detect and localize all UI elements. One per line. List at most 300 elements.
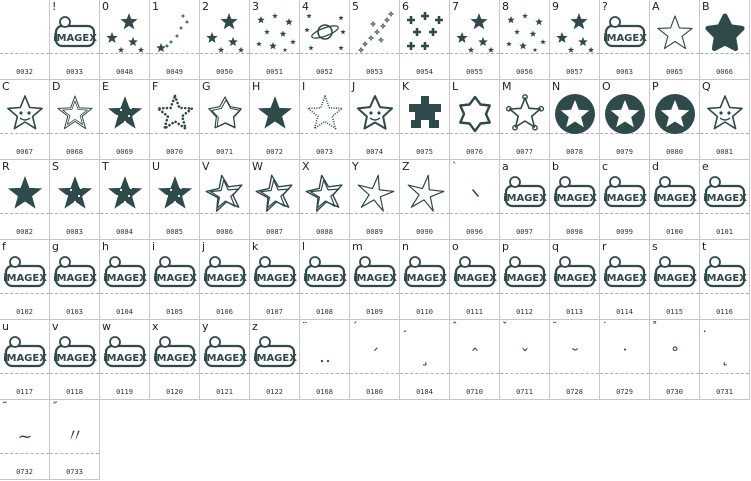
glyph-code-label: 0082 bbox=[16, 228, 33, 236]
glyph-char-label: A bbox=[652, 0, 660, 13]
svg-text:iMAGEX: iMAGEX bbox=[553, 273, 597, 284]
imagex-logo bbox=[103, 250, 147, 294]
svg-text:iMAGEX: iMAGEX bbox=[703, 193, 747, 204]
svg-text:˘: ˘ bbox=[570, 346, 580, 367]
glyph-char-label: W bbox=[252, 160, 263, 173]
glyph-char-label: P bbox=[652, 80, 659, 93]
star-scatter-icon bbox=[503, 10, 547, 54]
glyph-code-label: 0056 bbox=[516, 68, 533, 76]
glyph-code-label: 0067 bbox=[16, 148, 33, 156]
glyph-char-label: ˚ bbox=[652, 320, 658, 333]
glyph-code-label: 0110 bbox=[416, 308, 433, 316]
glyph-code-label: 0119 bbox=[116, 388, 133, 396]
svg-text:iMAGEX: iMAGEX bbox=[53, 273, 97, 284]
glyph-code-label: 0049 bbox=[166, 68, 183, 76]
glyph-char-label: 5 bbox=[352, 0, 359, 13]
glyph-code-label: 0051 bbox=[266, 68, 283, 76]
glyph-code-label: 0112 bbox=[516, 308, 533, 316]
glyph-cell bbox=[0, 80, 50, 160]
glyph-char-label: p bbox=[502, 240, 509, 253]
glyph-char-label: N bbox=[552, 80, 561, 93]
imagex-logo bbox=[53, 250, 97, 294]
glyph-cell bbox=[550, 240, 600, 320]
imagex-logo bbox=[53, 10, 97, 54]
glyph-code-label: 0033 bbox=[66, 68, 83, 76]
svg-text:iMAGEX: iMAGEX bbox=[603, 273, 647, 284]
star-dotted-icon bbox=[153, 90, 197, 134]
svg-text:iMAGEX: iMAGEX bbox=[53, 353, 97, 364]
imagex-logo bbox=[703, 250, 747, 294]
glyph-char-label: r bbox=[602, 240, 607, 253]
glyph-cell bbox=[400, 80, 450, 160]
glyph-char-label: J bbox=[352, 80, 356, 93]
glyph-char-label: ¸ bbox=[402, 320, 408, 333]
svg-text:iMAGEX: iMAGEX bbox=[503, 193, 547, 204]
glyph-code-label: 0101 bbox=[716, 228, 733, 236]
svg-text:˛: ˛ bbox=[720, 346, 730, 367]
glyph-code-label: 0730 bbox=[666, 388, 683, 396]
glyph-cell bbox=[50, 160, 100, 240]
glyph-code-label: 0054 bbox=[416, 68, 433, 76]
glyph-code-label: 0168 bbox=[316, 388, 333, 396]
glyph-char-label: K bbox=[402, 80, 410, 93]
glyph-char-label: 4 bbox=[302, 0, 309, 13]
glyph-char-label: I bbox=[302, 80, 306, 93]
svg-text:‥: ‥ bbox=[318, 346, 332, 367]
star-face-icon bbox=[3, 90, 47, 134]
imagex-logo bbox=[303, 250, 347, 294]
svg-text:iMAGEX: iMAGEX bbox=[103, 273, 147, 284]
glyph-char-label: ˜ bbox=[2, 400, 8, 413]
star-grunge-icon bbox=[53, 170, 97, 214]
glyph-char-label: 7 bbox=[452, 0, 459, 13]
glyph-cell bbox=[700, 80, 750, 160]
imagex-logo bbox=[153, 250, 197, 294]
glyph-cell bbox=[200, 160, 250, 240]
glyph-code-label: 0090 bbox=[416, 228, 433, 236]
glyph-char-label: a bbox=[502, 160, 509, 173]
glyph-code-label: 0081 bbox=[716, 148, 733, 156]
glyph-code-label: 0102 bbox=[16, 308, 33, 316]
glyph-code-label: 0103 bbox=[66, 308, 83, 316]
glyph-code-label: 0114 bbox=[616, 308, 633, 316]
plus-sparkles-icon bbox=[403, 10, 447, 54]
glyph-code-label: 0084 bbox=[116, 228, 133, 236]
imagex-logo bbox=[253, 250, 297, 294]
glyph-code-label: 0184 bbox=[416, 388, 433, 396]
star-double-outline-icon bbox=[53, 90, 97, 134]
svg-text:iMAGEX: iMAGEX bbox=[153, 273, 197, 284]
svg-text:iMAGEX: iMAGEX bbox=[153, 353, 197, 364]
glyph-cell bbox=[400, 0, 450, 80]
glyph-code-label: 0104 bbox=[116, 308, 133, 316]
imagex-logo bbox=[3, 250, 47, 294]
glyph-code-label: 0729 bbox=[616, 388, 633, 396]
glyph-char-label: Q bbox=[702, 80, 711, 93]
glyph-code-label: 0057 bbox=[566, 68, 583, 76]
glyph-cell bbox=[150, 0, 200, 80]
glyph-code-label: 0115 bbox=[666, 308, 683, 316]
glyph-code-label: 0083 bbox=[66, 228, 83, 236]
glyph-code-label: 0113 bbox=[566, 308, 583, 316]
glyph-char-label: d bbox=[652, 160, 659, 173]
tilde-mark bbox=[3, 410, 47, 454]
glyph-char-label: D bbox=[52, 80, 61, 93]
svg-text:ˊ: ˊ bbox=[370, 346, 380, 367]
svg-text:iMAGEX: iMAGEX bbox=[203, 273, 247, 284]
glyph-cell bbox=[250, 160, 300, 240]
glyph-code-label: 0122 bbox=[266, 388, 283, 396]
imagex-logo bbox=[403, 250, 447, 294]
glyph-char-label: c bbox=[602, 160, 609, 173]
glyph-char-label: l bbox=[302, 240, 306, 253]
glyph-cell bbox=[350, 160, 400, 240]
glyph-cell bbox=[350, 240, 400, 320]
glyph-code-label: 0728 bbox=[566, 388, 583, 396]
cedilla-mark bbox=[403, 330, 447, 374]
star-hand-outline-icon bbox=[253, 170, 297, 214]
glyph-char-label: M bbox=[502, 80, 512, 93]
glyph-cell bbox=[300, 320, 350, 400]
svg-text:iMAGEX: iMAGEX bbox=[103, 353, 147, 364]
glyph-cell bbox=[0, 0, 50, 80]
diaeresis-mark bbox=[303, 330, 347, 374]
glyph-char-label: g bbox=[52, 240, 59, 253]
glyph-code-label: 0121 bbox=[216, 388, 233, 396]
imagex-logo bbox=[603, 10, 647, 54]
glyph-cell bbox=[50, 80, 100, 160]
glyph-cell bbox=[150, 80, 200, 160]
star-cluster-icon bbox=[103, 10, 147, 54]
star-solid-icon bbox=[253, 90, 297, 134]
svg-text:iMAGEX: iMAGEX bbox=[403, 273, 447, 284]
glyph-char-label: ! bbox=[52, 0, 57, 13]
imagex-logo bbox=[653, 170, 697, 214]
glyph-cell bbox=[200, 0, 250, 80]
star-wink-icon bbox=[703, 90, 747, 134]
star-outline-icon bbox=[653, 10, 697, 54]
glyph-char-label: G bbox=[202, 80, 211, 93]
glyph-cell bbox=[450, 320, 500, 400]
glyph-cell bbox=[0, 240, 50, 320]
glyph-code-label: 0072 bbox=[266, 148, 283, 156]
glyph-code-label: 0068 bbox=[66, 148, 83, 156]
star-grunge-icon bbox=[153, 170, 197, 214]
ogonek-mark bbox=[703, 330, 747, 374]
glyph-cell bbox=[300, 0, 350, 80]
glyph-cell bbox=[600, 80, 650, 160]
glyph-char-label: b bbox=[552, 160, 559, 173]
glyph-cell bbox=[250, 80, 300, 160]
glyph-code-label: 0106 bbox=[216, 308, 233, 316]
star-hand-outline-icon bbox=[203, 170, 247, 214]
imagex-logo bbox=[3, 330, 47, 374]
glyph-cell bbox=[300, 240, 350, 320]
glyph-code-label: 0079 bbox=[616, 148, 633, 156]
glyph-char-label: u bbox=[2, 320, 9, 333]
glyph-char-label: z bbox=[252, 320, 258, 333]
svg-text:iMAGEX: iMAGEX bbox=[653, 193, 697, 204]
glyph-char-label: o bbox=[452, 240, 459, 253]
glyph-code-label: 0711 bbox=[516, 388, 533, 396]
glyph-char-label: ˇ bbox=[502, 320, 508, 333]
star-solid-icon bbox=[3, 170, 47, 214]
double-acute-mark bbox=[53, 410, 97, 454]
glyph-cell bbox=[600, 0, 650, 80]
dot-mark bbox=[603, 330, 647, 374]
glyph-char-label: ` bbox=[452, 160, 458, 173]
glyph-char-label: Y bbox=[352, 160, 359, 173]
glyph-cell bbox=[150, 240, 200, 320]
glyph-code-label: 0070 bbox=[166, 148, 183, 156]
glyph-code-label: 0108 bbox=[316, 308, 333, 316]
glyph-cell bbox=[100, 320, 150, 400]
glyph-char-label: v bbox=[52, 320, 59, 333]
svg-text:iMAGEX: iMAGEX bbox=[3, 273, 47, 284]
glyph-code-label: 0118 bbox=[66, 388, 83, 396]
glyph-char-label: Z bbox=[402, 160, 410, 173]
star-hand-outline-icon bbox=[303, 170, 347, 214]
glyph-char-label: i bbox=[152, 240, 156, 253]
glyph-cell bbox=[200, 320, 250, 400]
glyph-char-label: y bbox=[202, 320, 209, 333]
svg-text:iMAGEX: iMAGEX bbox=[603, 33, 647, 44]
circle-star-icon bbox=[653, 90, 697, 134]
star-thin-outline-icon bbox=[353, 170, 397, 214]
glyph-char-label: ˛ bbox=[702, 320, 708, 333]
imagex-logo bbox=[553, 170, 597, 214]
glyph-cell bbox=[300, 160, 350, 240]
glyph-cell bbox=[250, 0, 300, 80]
glyph-code-label: 0080 bbox=[666, 148, 683, 156]
caron-mark bbox=[503, 330, 547, 374]
imagex-logo bbox=[553, 250, 597, 294]
glyph-char-label: m bbox=[352, 240, 363, 253]
imagex-logo bbox=[253, 330, 297, 374]
svg-text:iMAGEX: iMAGEX bbox=[253, 353, 297, 364]
circle-star-icon bbox=[553, 90, 597, 134]
glyph-cell bbox=[700, 0, 750, 80]
planet-stars-icon bbox=[303, 10, 347, 54]
glyph-cell bbox=[300, 80, 350, 160]
glyph-code-label: 0105 bbox=[166, 308, 183, 316]
glyph-code-label: 0117 bbox=[16, 388, 33, 396]
svg-text:iMAGEX: iMAGEX bbox=[653, 273, 697, 284]
star-grunge-icon bbox=[103, 90, 147, 134]
glyph-char-label: ˘ bbox=[552, 320, 558, 333]
glyph-cell bbox=[0, 160, 50, 240]
star-rounded-icon bbox=[703, 10, 747, 54]
svg-text:iMAGEX: iMAGEX bbox=[203, 353, 247, 364]
glyph-char-label: t bbox=[702, 240, 707, 253]
glyph-code-label: 0077 bbox=[516, 148, 533, 156]
star-speckled-icon bbox=[303, 90, 347, 134]
glyph-cell bbox=[700, 320, 750, 400]
imagex-logo bbox=[203, 330, 247, 374]
glyph-code-label: 0074 bbox=[366, 148, 383, 156]
glyph-code-label: 0052 bbox=[316, 68, 333, 76]
glyph-cell bbox=[500, 80, 550, 160]
sparkle-trail-icon bbox=[353, 10, 397, 54]
glyph-code-label: 0107 bbox=[266, 308, 283, 316]
svg-text:iMAGEX: iMAGEX bbox=[303, 273, 347, 284]
glyph-char-label: n bbox=[402, 240, 409, 253]
star-pixel-icon bbox=[403, 90, 447, 134]
glyph-char-label: 6 bbox=[402, 0, 409, 13]
glyph-cell bbox=[100, 160, 150, 240]
glyph-char-label: k bbox=[252, 240, 259, 253]
glyph-code-label: 0071 bbox=[216, 148, 233, 156]
glyph-code-label: 0085 bbox=[166, 228, 183, 236]
glyph-code-label: 0120 bbox=[166, 388, 183, 396]
glyph-cell bbox=[550, 320, 600, 400]
glyph-char-label: 9 bbox=[552, 0, 559, 13]
glyph-code-label: 0048 bbox=[116, 68, 133, 76]
svg-text:ˇ: ˇ bbox=[520, 346, 530, 367]
glyph-cell bbox=[550, 0, 600, 80]
glyph-cell bbox=[450, 0, 500, 80]
glyph-char-label: q bbox=[552, 240, 559, 253]
circle-star-icon bbox=[603, 90, 647, 134]
glyph-cell bbox=[500, 240, 550, 320]
glyph-cell bbox=[650, 320, 700, 400]
glyph-cell bbox=[250, 240, 300, 320]
glyph-cell bbox=[650, 80, 700, 160]
glyph-cell bbox=[550, 160, 600, 240]
star-cluster-icon bbox=[453, 10, 497, 54]
glyph-cell bbox=[150, 160, 200, 240]
svg-text:˚: ˚ bbox=[670, 346, 680, 367]
glyph-code-label: 0100 bbox=[666, 228, 683, 236]
glyph-code-label: 0116 bbox=[716, 308, 733, 316]
imagex-logo bbox=[503, 170, 547, 214]
imagex-logo bbox=[453, 250, 497, 294]
svg-text:~: ~ bbox=[17, 426, 33, 447]
sheriff-star-icon bbox=[503, 90, 547, 134]
glyph-code-label: 0069 bbox=[116, 148, 133, 156]
star-sketch-icon bbox=[203, 90, 247, 134]
glyph-char-label: S bbox=[52, 160, 59, 173]
star-grunge-icon bbox=[103, 170, 147, 214]
glyph-char-label: 2 bbox=[202, 0, 209, 13]
glyph-cell bbox=[400, 160, 450, 240]
glyph-char-label: L bbox=[452, 80, 459, 93]
glyph-char-label: T bbox=[102, 160, 109, 173]
glyph-char-label: h bbox=[102, 240, 109, 253]
glyph-char-label: B bbox=[702, 0, 710, 13]
imagex-logo bbox=[603, 170, 647, 214]
glyph-code-label: 0076 bbox=[466, 148, 483, 156]
glyph-code-label: 0088 bbox=[316, 228, 333, 236]
glyph-char-label: C bbox=[2, 80, 10, 93]
glyph-code-label: 0065 bbox=[666, 68, 683, 76]
svg-text:iMAGEX: iMAGEX bbox=[603, 193, 647, 204]
glyph-code-label: 0710 bbox=[466, 388, 483, 396]
glyph-cell bbox=[50, 320, 100, 400]
glyph-cell bbox=[350, 320, 400, 400]
svg-text:iMAGEX: iMAGEX bbox=[703, 273, 747, 284]
svg-text:iMAGEX: iMAGEX bbox=[453, 273, 497, 284]
glyph-char-label: e bbox=[702, 160, 709, 173]
blank-glyph bbox=[3, 10, 47, 54]
glyph-char-label: F bbox=[152, 80, 159, 93]
glyph-cell bbox=[500, 320, 550, 400]
glyph-cell bbox=[50, 400, 100, 480]
glyph-char-label: O bbox=[602, 80, 611, 93]
glyph-cell bbox=[600, 320, 650, 400]
imagex-logo bbox=[653, 250, 697, 294]
svg-text:ˆ: ˆ bbox=[470, 346, 480, 367]
glyph-char-label: X bbox=[302, 160, 310, 173]
glyph-cell bbox=[200, 240, 250, 320]
imagex-logo bbox=[53, 330, 97, 374]
glyph-cell bbox=[100, 80, 150, 160]
glyph-code-label: 0086 bbox=[216, 228, 233, 236]
star-cluster-icon bbox=[553, 10, 597, 54]
glyph-code-label: 0053 bbox=[366, 68, 383, 76]
glyph-cell bbox=[700, 240, 750, 320]
breve-mark bbox=[553, 330, 597, 374]
badge-outline-icon bbox=[453, 90, 497, 134]
glyph-char-label: ˆ bbox=[452, 320, 458, 333]
glyph-cell bbox=[650, 160, 700, 240]
glyph-cell bbox=[450, 240, 500, 320]
glyph-char-label: 1 bbox=[152, 0, 159, 13]
svg-text:〃: 〃 bbox=[66, 426, 84, 447]
glyph-char-label: w bbox=[102, 320, 111, 333]
glyph-code-label: 0087 bbox=[266, 228, 283, 236]
grave-mark bbox=[453, 170, 497, 214]
glyph-cell bbox=[400, 240, 450, 320]
imagex-logo bbox=[203, 250, 247, 294]
glyph-cell bbox=[100, 240, 150, 320]
glyph-char-label: E bbox=[102, 80, 109, 93]
glyph-char-label: ? bbox=[602, 0, 608, 13]
glyph-cell bbox=[150, 320, 200, 400]
glyph-cell bbox=[650, 0, 700, 80]
glyph-char-label: j bbox=[202, 240, 206, 253]
glyph-char-label: x bbox=[152, 320, 159, 333]
imagex-logo bbox=[103, 330, 147, 374]
imagex-logo bbox=[153, 330, 197, 374]
glyph-char-label: ´ bbox=[352, 320, 358, 333]
glyph-cell bbox=[0, 400, 50, 480]
glyph-code-label: 0075 bbox=[416, 148, 433, 156]
star-cluster-icon bbox=[203, 10, 247, 54]
glyph-cell bbox=[500, 0, 550, 80]
glyph-code-label: 0731 bbox=[716, 388, 733, 396]
glyph-code-label: 0073 bbox=[316, 148, 333, 156]
glyph-code-label: 0066 bbox=[716, 68, 733, 76]
svg-text:˙: ˙ bbox=[620, 346, 630, 367]
glyph-code-label: 0096 bbox=[466, 228, 483, 236]
glyph-char-label: s bbox=[652, 240, 658, 253]
glyph-code-label: 0098 bbox=[566, 228, 583, 236]
glyph-cell bbox=[650, 240, 700, 320]
star-smile-icon bbox=[353, 90, 397, 134]
glyph-cell bbox=[50, 240, 100, 320]
glyph-cell bbox=[400, 320, 450, 400]
imagex-logo bbox=[603, 250, 647, 294]
glyph-cell bbox=[500, 160, 550, 240]
glyph-char-label: 0 bbox=[102, 0, 109, 13]
star-thin-outline-icon bbox=[403, 170, 447, 214]
svg-text:iMAGEX: iMAGEX bbox=[253, 273, 297, 284]
svg-text:iMAGEX: iMAGEX bbox=[3, 353, 47, 364]
glyph-char-label: 8 bbox=[502, 0, 509, 13]
glyph-code-label: 0732 bbox=[16, 468, 33, 476]
glyph-code-label: 0099 bbox=[616, 228, 633, 236]
